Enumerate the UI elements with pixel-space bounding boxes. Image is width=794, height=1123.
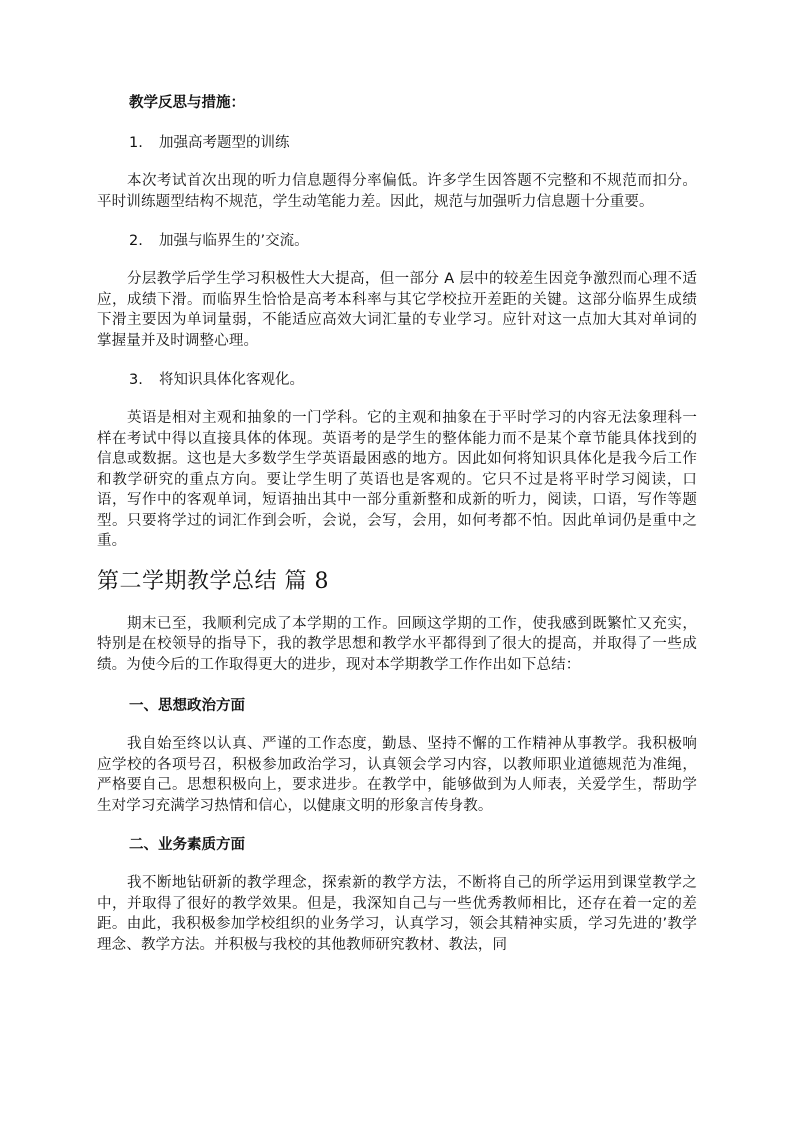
list-item-1-number: 1. [129,135,143,151]
subheading-professional: 二、业务素质方面 [129,837,245,853]
list-item-1-text: 加强高考题型的训练 [159,135,290,151]
list-item-3-number: 3. [129,372,143,388]
list-item-1 [129,132,697,154]
section-title: 第二学期教学总结 篇 8 [97,568,329,594]
paragraph-political: 我自始至终以认真、严谨的工作态度，勤恳、坚持不懈的工作精神从事教学。我积极响应学校的各项号召，积极参加政治学习，认真领会学习内容，以教师职业道德规范为准绳，严格要自己。思想积极向上，要求进步。在教学中，能够做到为人师表，关爱学生，帮助学生对学习充满学习热情和信心，以健康文明的形象言传身教。 [97,736,697,814]
paragraph-professional: 我不断地钻研新的教学理念，探索新的教学方法，不断将自己的所学运用到课堂教学之中，并取得了很好的教学效果。但是，我深知自己与一些优秀教师相比，还存在着一定的差距。由此，我积极参加学校组织的业务学习，认真学习，领会其精神实质，学习先进的’教学理念、教学方法。并积极与我校的其他教师研究教材、教法，同 [97,875,697,953]
list-item-3 [129,369,697,391]
list-item-2 [129,230,697,252]
list-item-2-text: 加强与临界生的’交流。 [159,233,309,249]
subheading-political: 一、思想政治方面 [129,698,245,714]
reflection-heading: 教学反思与措施： [129,95,245,111]
paragraph-concrete-knowledge: 英语是相对主观和抽象的一门学科。它的主观和抽象在于平时学习的内容无法象理科一样在考试中得以直接具体的体现。英语考的是学生的整体能力而不是某个章节能具体找到的信息或数据。这也是大多数学生学英语最困惑的地方。因此如何将知识具体化是我今后工作和教学研究的重点方向。要让学生明了英语也是客观的。它只不过是将平时学习阅读，口语，写作中的客观单词，短语抽出其中一部分重新整和成新的听力，阅读，口语，写作等题型。只要将学过的词汇作到会听，会说，会写，会用，如何考都不怕。因此单词仍是重中之重。 [97,410,697,549]
paragraph-intro: 期末已至，我顺利完成了本学期的工作。回顾这学期的工作，使我感到既繁忙又充实，特别是在校领导的指导下，我的教学思想和教学水平都得到了很大的提高，并取得了一些成绩。为使今后的工作取得更大的进步，现对本学期教学工作作出如下总结： [97,615,697,673]
list-item-2-number: 2. [129,233,143,249]
list-item-3-text: 将知识具体化客观化。 [159,372,304,388]
paragraph-borderline-students: 分层教学后学生学习积极性大大提高，但一部分 A 层中的较差生因竞争激烈而心理不适应，成绩下滑。而临界生恰恰是高考本科率与其它学校拉开差距的关键。这部分临界生成绩下滑主要因为单词量弱，不能适应高效大词汇量的专业学习。应针对这一点加大其对单词的掌握量并及时调整心理。 [97,271,697,349]
document-page [97,92,697,955]
paragraph-listening: 本次考试首次出现的听力信息题得分率偏低。许多学生因答题不完整和不规范而扣分。平时训练题型结构不规范，学生动笔能力差。因此，规范与加强听力信息题十分重要。 [97,173,697,210]
